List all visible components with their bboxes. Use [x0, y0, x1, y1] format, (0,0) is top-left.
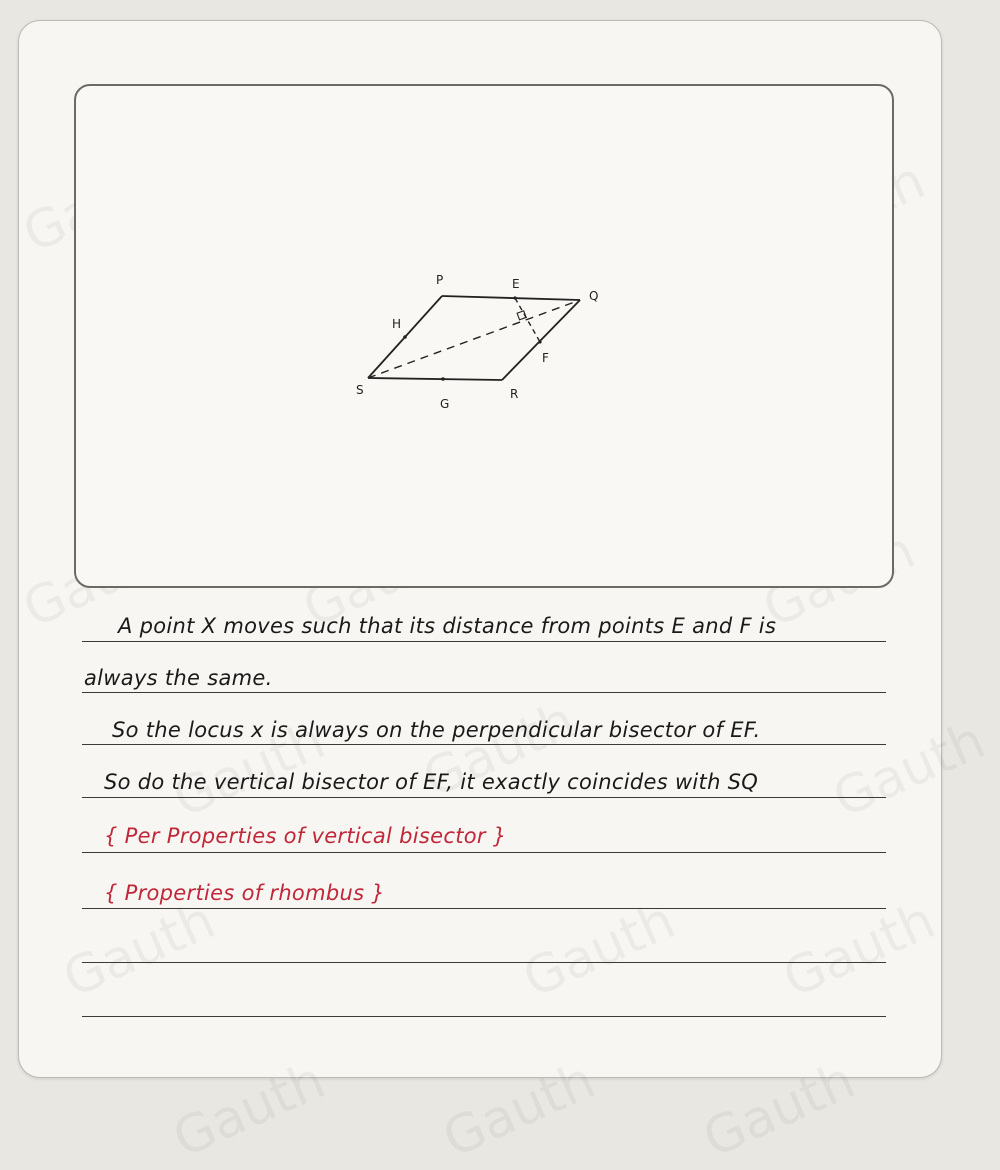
right-angle-mark — [517, 311, 526, 320]
ruled-line — [82, 641, 886, 642]
text-line-6-red: { Properties of rhombus } — [104, 881, 385, 905]
label-r: R — [510, 387, 519, 401]
label-p: P — [436, 273, 444, 287]
diagonal-sq — [368, 300, 580, 378]
label-h: H — [392, 317, 402, 331]
point-g — [441, 377, 445, 381]
ruled-line — [82, 962, 886, 963]
ruled-line — [82, 797, 886, 798]
point-e — [513, 296, 516, 299]
point-f — [538, 340, 541, 343]
point-h — [403, 335, 407, 339]
label-e: E — [512, 277, 520, 291]
text-line-4: So do the vertical bisector of EF, it exactly coincides with SQ — [104, 770, 759, 794]
text-line-1: A point X moves such that its distance from points E and F is — [118, 614, 777, 638]
label-g: G — [440, 397, 450, 411]
side-pq — [442, 296, 580, 300]
side-qr — [502, 300, 580, 380]
ruled-line — [82, 744, 886, 745]
text-line-3: So the locus x is always on the perpendicular bisector of EF. — [112, 718, 761, 742]
ruled-line — [82, 1016, 886, 1017]
text-line-5-red: { Per Properties of vertical bisector } — [104, 824, 507, 848]
rhombus-figure — [350, 262, 610, 422]
ruled-line — [82, 692, 886, 693]
side-rs — [368, 378, 502, 380]
label-s: S — [356, 383, 364, 397]
label-f: F — [542, 351, 549, 365]
text-line-2: always the same. — [84, 666, 273, 690]
label-q: Q — [589, 289, 599, 303]
ruled-line — [82, 908, 886, 909]
ruled-line — [82, 852, 886, 853]
